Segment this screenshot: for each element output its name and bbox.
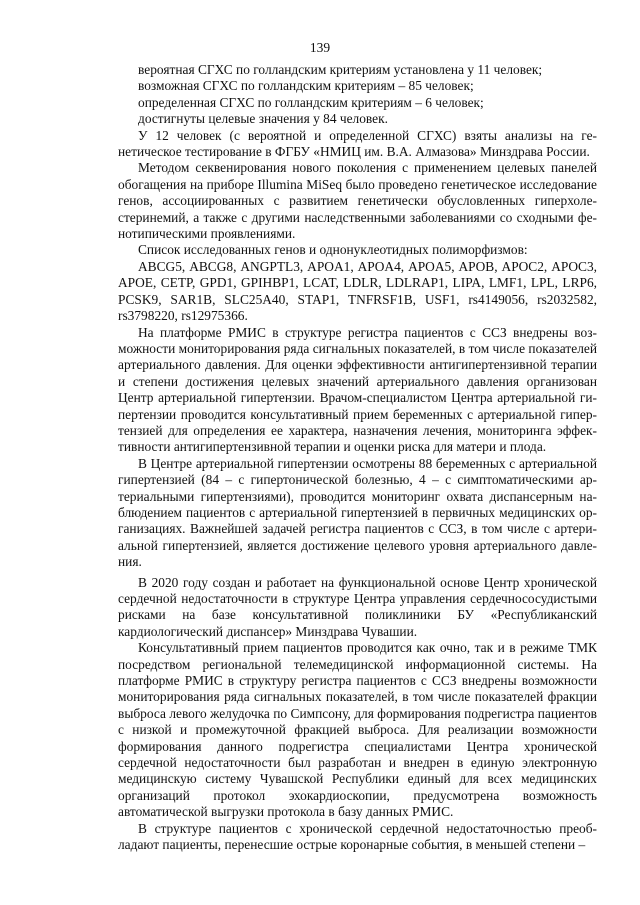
document-body xyxy=(118,62,597,854)
paragraph-heart-failure-center: В 2020 году создан и работает на функциональной основе Центр хронической сердечной недостаточности в структуре Центра управления сердечнососудистыми рисками на базе консультативной поликлиники БУ «Республиканский кардиологический диспансер» Минздрава Чувашии. xyxy=(118,574,597,639)
paragraph-consultations: Консультативный прием пациентов проводится как очно, так и в режиме ТМК посредством региональной телемедицинской информационной системы. На платформе РМИС в структуру регистра пациентов с ССЗ внедрены возможности мониторирования ряда сигнальных показателей, в том числе показателей фракции выброса левого желудочка по Симпсону, для формирования подрегистра пациентов с низкой и промежуточной фракцией выброса. Для реализации возможности формирования данного подрегистра специалистами Центра хронической сердечной недостаточности был разработан и внедрен в единую электронную медицинскую систему Чувашской Республики единый для всех медицинских организаций протокол эхокардиоскопии, предусмотрена возможность автоматической выгрузки протокола в базу данных РМИС. xyxy=(118,640,597,820)
paragraph-sequencing-method: Методом секвенирования нового поколения с применением целевых панелей обогащения на приборе Illumina MiSeq было проведено генетическое исследование генов, ассоциированных с развитием генетически обусловленных гиперхолестеринемий, а также с другими наследственными заболеваниями со сходными фенотипическими проявлениями. xyxy=(118,160,597,242)
paragraph-probable-fh: вероятная СГХС по голландским критериям установлена у 11 человек; xyxy=(138,62,543,77)
paragraph-genetic-testing: У 12 человек (с вероятной и определенной СГХС) взяты анализы на генетическое тестирование в ФГБУ «НМИЦ им. В.А. Алмазова» Минздрава России. xyxy=(118,127,597,160)
paragraph-hypertension-center: В Центре артериальной гипертензии осмотрены 88 беременных с артериальной гипертензией (84 – с гипертонической болезнью, 4 – с симптоматическими артериальными гипертензиями), проводится мониторинг охвата диспансерным наблюдением пациентов с артериальной гипертензией в первичных медицинских организациях. Важнейшей задачей регистра пациентов с ССЗ, в том числе с артериальной гипертензией, является достижение целевого уровня артериального давления. xyxy=(118,455,597,570)
paragraph-rmis-blood-pressure: На платформе РМИС в структуре регистра пациентов с ССЗ внедрены возможности мониторирования ряда сигнальных показателей, в том числе показателей артериального давления. Для оценки эффективности антигипертензивной терапии и степени достижения целевых значений артериального давления организован Центр артериальной гипертензии. Врачом-специалистом Центра артериальной гипертензии проводится консультативный прием беременных с артериальной гипертензией для определения ее характера, назначения лечения, мониторинга эффективности антигипертензивной терапии и оценки риска для матери и плода. xyxy=(118,324,597,455)
paragraph-patient-structure: В структуре пациентов с хронической сердечной недостаточностью преобладают пациенты, перенесшие острые коронарные события, в меньшей степени – xyxy=(118,820,597,853)
paragraph-gene-list-heading: Список исследованных генов и однонуклеотидных полиморфизмов: xyxy=(138,242,528,258)
paragraph-possible-fh: возможная СГХС по голландским критериям – 85 человек; xyxy=(138,78,474,94)
paragraph-gene-list: ABCG5, ABCG8, ANGPTL3, APOA1, APOA4, APOA5, APOB, APOC2, APOC3, APOE, CETP, GPD1, GPIHBP1, LCAT, LDLR, LDLRAP1, LIPA, LMF1, LPL, LRP6, PCSK9, SAR1B, SLC25A40, STAP1, TNFRSF1B, USF1, rs4149056, rs2032582, rs3798220, rs12975366. xyxy=(118,258,597,324)
page-number: 139 xyxy=(309,40,331,55)
paragraph-targets-reached: достигнуты целевые значения у 84 человек. xyxy=(138,111,388,127)
paragraph-definite-fh: определенная СГХС по голландским критериям – 6 человек; xyxy=(138,94,484,110)
